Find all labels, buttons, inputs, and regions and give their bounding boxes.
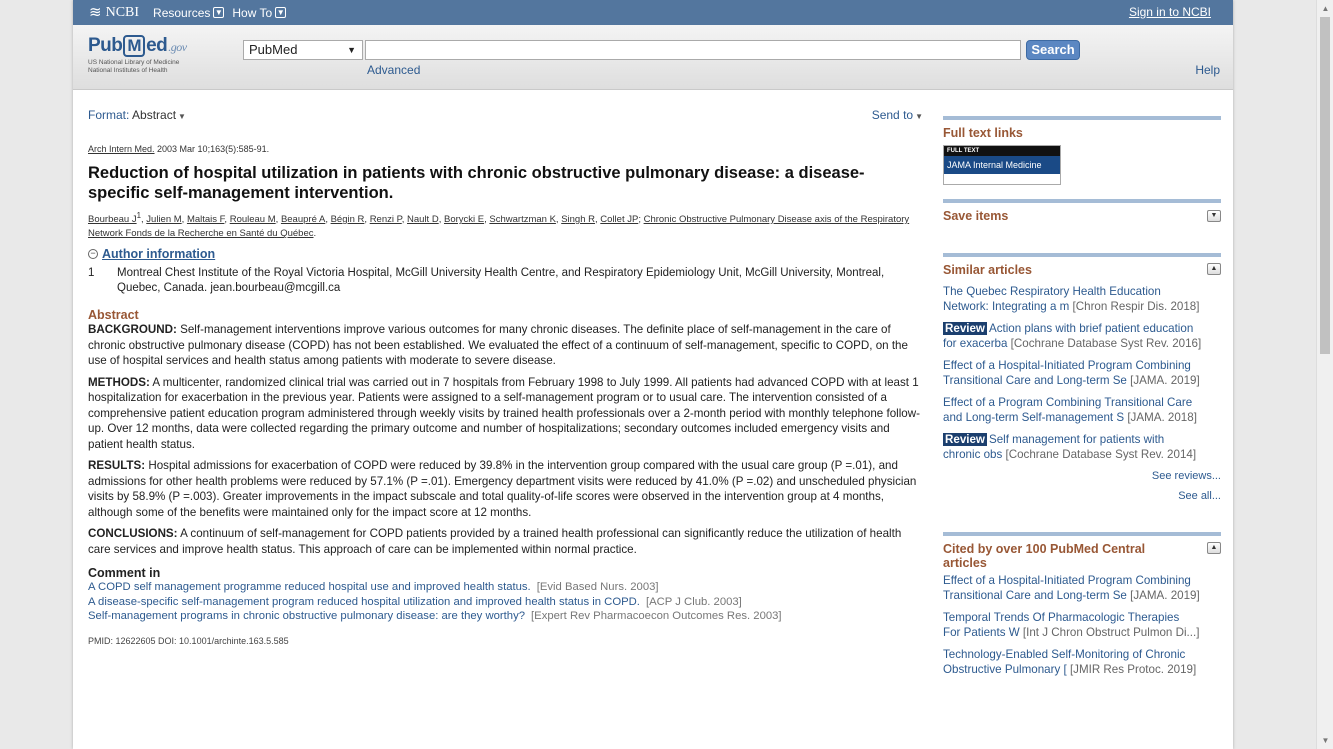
brand-gov: .gov [168,40,187,54]
comment-item[interactable] [88,580,923,595]
cited-by-heading [943,542,1221,570]
nlm-line: US National Library of Medicine [88,59,180,66]
item-title-part1: Effect of a Program Combining Transitional Care [943,396,1193,409]
abstract-section-text: Self-management interventions improve various outcomes for many chronic diseases. The definite place of self-management in the care of chronic obstructive pulmonary disease (COPD) has not been established. We evaluated the effect of a continuum of self-management, specific to COPD, on the use of hospital services and health status among patients with moderate to severe disease. [88,323,908,368]
author-link[interactable]: Renzi P [369,214,402,226]
nih-line: National Institutes of Health [88,66,168,74]
abstract-section-label: CONCLUSIONS: [88,527,178,541]
page-container [73,0,1233,749]
format-label: Format: [88,108,130,122]
save-items-section [943,199,1221,243]
item-source: [JAMA. 2019] [1126,589,1200,602]
comment-source: [Expert Rev Pharmacoecon Outcomes Res. 2003] [531,610,782,623]
article-identifiers: PMID: 12622605 DOI: 10.1001/archinte.163.5.585 [88,635,289,646]
affiliation-superscript: 1 [136,211,141,220]
pubmed-logo[interactable] [88,35,187,74]
comment-item[interactable] [88,595,923,610]
chevron-down-icon: ▼ [276,8,285,17]
abstract-paragraph [88,526,923,557]
comment-title: Self-management programs in chronic obstructive pulmonary disease: are they worthy? [88,610,526,623]
item-line1 [943,573,1221,588]
author-link[interactable]: Julien M [146,214,182,226]
similar-articles-heading: Similar articles [943,263,1032,277]
vertical-scrollbar[interactable] [1316,0,1333,749]
item-title-part2: for exacerba [943,337,1008,350]
sign-in-link[interactable]: Sign in to NCBI [1128,5,1211,19]
search-header [73,25,1233,90]
abstract-heading: Abstract [88,308,139,323]
item-source: [Cochrane Database Syst Rev. 2016] [1007,337,1202,350]
similar-article-item[interactable] [943,395,1221,425]
item-title-part2: and Long-term Self-management S [943,411,1125,424]
pubmed-brand [88,35,187,57]
cited-by-heading-line2: articles [943,556,987,570]
howto-label: How To [232,5,273,20]
resources-label: Resources [153,5,211,20]
item-line1 [943,647,1221,662]
affiliation [88,266,923,296]
howto-menu[interactable] [232,6,286,20]
collapse-icon[interactable]: ▲ [1207,263,1221,275]
abstract-paragraph [88,458,923,520]
ncbi-top-bar [73,0,1233,25]
item-source: [JAMA. 2018] [1124,411,1197,424]
item-line1 [943,395,1221,410]
article-title: Reduction of hospital utilization in patients with chronic obstructive pulmonary disease: a disease-specific self-management intervention. [88,164,865,202]
item-line1 [943,358,1221,373]
scroll-down-icon[interactable]: ▼ [1321,736,1330,745]
collapse-icon: − [88,249,98,259]
item-line2 [943,588,1221,603]
similar-articles-section [943,253,1221,502]
item-source: [JAMA. 2019] [1126,374,1200,387]
affiliation-text: Montreal Chest Institute of the Royal Victoria Hospital, McGill University Health Centre, and Respiratory Epidemiology Unit, McGill University, Montreal, Quebec, Canada. jean.bourbeau@mcgill.ca [117,267,885,295]
caret-down-icon: ▼ [178,112,186,121]
chevron-down-icon: ▼ [214,8,223,17]
full-text-badge-top: FULL TEXT [944,146,1060,156]
abstract-section-label: BACKGROUND: [88,323,177,337]
citation-details: 2003 Mar 10;163(5):585-91. [154,144,270,154]
brand-m: M [123,35,145,57]
database-select-value: PubMed [249,42,298,57]
send-to-menu[interactable] [872,108,923,122]
see-reviews-link[interactable]: See reviews... [1151,470,1221,482]
search-button[interactable]: Search [1026,40,1080,60]
author-information-toggle[interactable] [88,247,923,261]
caret-down-icon: ▼ [915,112,923,121]
item-title-part1: Effect of a Hospital-Initiated Program Combining [943,574,1191,587]
abstract-section-text: A multicenter, randomized clinical trial was carried out in 7 hospitals from February 1998 to July 1999. All patients had advanced COPD with at least 1 hospitalization for exacerbation in the previous year. Patients were assigned to a self-management program or to usual care. The intervention consisted of a comprehensive patient education program administered through weekly visits by trained health professionals over a 2-month period with monthly telephone follow-up. Over 12 months, data were collected regarding the primary outcome and number of hospitalizations; secondary outcomes included emergency visits and patient health status. [88,375,920,451]
comment-list [88,580,923,624]
item-source: [Cochrane Database Syst Rev. 2014] [1002,448,1197,461]
item-line2 [943,447,1221,462]
author-list: Bourbeau $J^1$, Julien M, Maltais F, Rouleau M, Beaupré A, Bégin R, Renzi P, Nault D, Borycki E, Schwartzman K, Singh R, Collet JP; Chronic Obstructive Pulmonary Disease axis of the Respiratory Network Fonds de la Recherche en Santé du Québec. [88,211,910,240]
format-menu[interactable] [88,108,186,122]
item-source: [Int J Chron Obstruct Pulmon Di...] [1019,626,1200,639]
comment-title: A COPD self management programme reduced hospital use and improved health status. [88,581,531,594]
item-title-part2: Transitional Care and Long-term Se [943,374,1127,387]
item-source: [Chron Respir Dis. 2018] [1069,300,1200,313]
affiliation-number: 1 [88,267,95,280]
item-line1 [943,284,1221,299]
item-source: [JMIR Res Protoc. 2019] [1066,663,1197,676]
item-title-part1: Self management for patients with [988,433,1165,446]
scroll-up-icon[interactable]: ▲ [1321,4,1330,13]
similar-article-item[interactable] [943,432,1221,462]
item-title-part1: Action plans with brief patient education [988,322,1194,335]
author-link[interactable]: Schwartzman K [489,214,556,226]
ncbi-logo-text: NCBI [105,4,140,20]
item-line2 [943,625,1221,640]
abstract-section-text: A continuum of self-management for COPD patients provided by a trained health professional can significantly reduce the utilization of health care services and improve health status. This approach of care can be implemented within normal practice. [88,527,902,556]
abstract-body [88,322,923,557]
cited-article-item[interactable] [943,610,1221,640]
item-line1 [943,610,1221,625]
review-badge: Review [945,433,985,446]
ncbi-logo[interactable] [89,3,139,22]
jama-full-text-badge[interactable] [943,145,1061,185]
item-line2 [943,410,1221,425]
group-author-link[interactable]: Chronic Obstructive Pulmonary Disease axis of the Respiratory Network Fonds de la Recherche en Santé du Québec [88,214,910,240]
full-text-badge-bottom: JAMA Internal Medicine [944,156,1060,174]
author-link[interactable]: Rouleau M [229,214,276,226]
comment-heading: Comment in [88,566,161,581]
brand-ed: ed [146,35,168,56]
similar-article-item[interactable] [943,321,1221,351]
journal-link[interactable]: Arch Intern Med. [88,144,155,154]
abstract-paragraph [88,375,923,453]
nlm-subtitle [88,59,187,74]
abstract-section-label: RESULTS: [88,459,146,473]
author-link[interactable]: Beaupré A [280,214,326,226]
author-link[interactable]: Bourbeau J [88,214,137,226]
author-link[interactable]: Nault D [407,214,439,226]
save-items-heading[interactable]: Save items [943,209,1009,223]
comment-source: [Evid Based Nurs. 2003] [536,581,659,594]
item-line1 [943,321,1221,336]
cited-article-item[interactable] [943,573,1221,603]
collapse-icon[interactable]: ▲ [1207,542,1221,554]
abstract-section-label: METHODS: [88,375,150,389]
cited-by-section [943,532,1221,677]
scrollbar-thumb[interactable] [1320,17,1330,354]
results-toolbar [88,100,923,124]
author-link[interactable]: Collet JP [600,214,639,226]
cited-article-item[interactable] [943,647,1221,677]
item-title-part1: Effect of a Hospital-Initiated Program Combining [943,359,1191,372]
item-title-part2: Transitional Care and Long-term Se [943,589,1127,602]
full-text-links-section [943,116,1221,185]
similar-articles-list [943,284,1221,462]
item-line2 [943,336,1221,351]
author-information-label: Author information [102,247,216,262]
citation [88,144,923,154]
author-link[interactable]: Borycki E [443,214,485,226]
advanced-search-link[interactable]: Advanced [367,63,421,77]
abstract-paragraph [88,322,923,369]
item-line2 [943,662,1221,677]
item-title-part1: The Quebec Respiratory Health Education [943,285,1161,298]
resources-menu[interactable] [153,6,224,20]
full-text-links-heading: Full text links [943,126,1023,140]
similar-article-item[interactable] [943,284,1221,314]
author-link[interactable]: Maltais F [186,214,225,226]
item-line2 [943,299,1221,314]
brand-pub: Pub [88,35,123,56]
database-select[interactable] [243,40,363,60]
item-title-part2: Obstructive Pulmonary [ [943,663,1067,676]
help-link[interactable]: Help [1195,63,1220,77]
format-value: Abstract [132,108,177,122]
dropdown-arrow-icon: ▼ [347,45,356,55]
cited-by-heading-line1: Cited by over 100 PubMed Central [943,542,1146,556]
comment-source: [ACP J Club. 2003] [645,595,742,608]
cited-by-list [943,573,1221,677]
comment-item[interactable] [88,609,923,624]
author-link[interactable]: Singh R [561,214,596,226]
ncbi-logo-icon: ≋ [89,5,102,21]
comment-title: A disease-specific self-management program reduced hospital utilization and improved health status in COPD. [88,595,640,608]
right-sidebar [943,116,1221,677]
abstract-section-text: Hospital admissions for exacerbation of COPD were reduced by 39.8% in the intervention group compared with the usual care group (P =.01), and admissions for other health problems were reduced by 57.1% (P =.01). Emergency department visits were reduced by 41.0% (P =.02) and unscheduled physician visits by 58.9% (P =.003). Greater improvements in the impact subscale and total quality-of-life scores were observed in the intervention group at 4 months, although some of the benefits were maintained only for the impact score at 12 months. [88,459,917,519]
author-link[interactable]: Bégin R [330,214,365,226]
item-title-part1: Technology-Enabled Self-Monitoring of Chronic [943,648,1186,661]
expand-icon[interactable]: ▼ [1207,210,1221,222]
search-input[interactable] [365,40,1021,60]
item-title-part1: Temporal Trends Of Pharmacologic Therapies [943,611,1180,624]
item-line1 [943,432,1221,447]
send-to-label: Send to [871,108,914,122]
item-title-part2: For Patients W [943,626,1020,639]
item-title-part2: Network: Integrating a m [943,300,1070,313]
review-badge: Review [945,322,985,335]
similar-article-item[interactable] [943,358,1221,388]
see-all-link[interactable]: See all... [1178,490,1221,502]
item-line2 [943,373,1221,388]
main-content [88,100,923,646]
item-title-part2: chronic obs [943,448,1003,461]
